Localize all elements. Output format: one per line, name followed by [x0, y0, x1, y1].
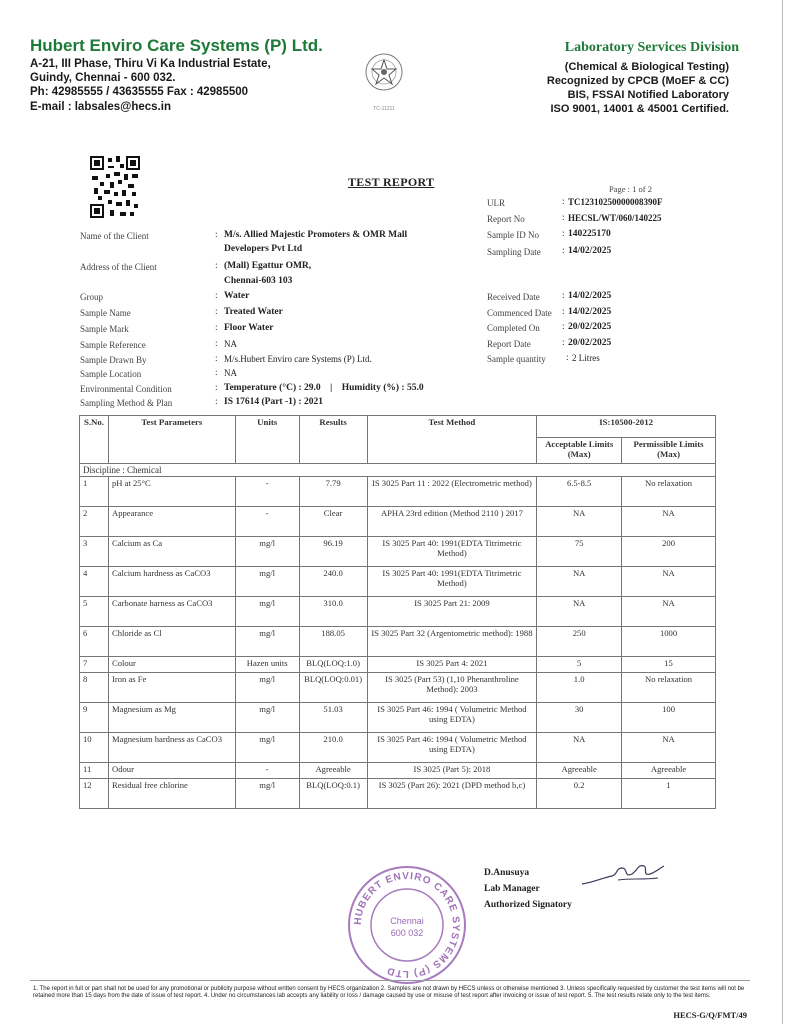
- sample-location-value: NA: [224, 368, 237, 378]
- completed-on-label: Completed On: [487, 323, 540, 333]
- row-parameter: Magnesium as Mg: [108, 703, 235, 733]
- row-result: 7.79: [299, 477, 367, 507]
- footer-note: 1. The report in full or part shall not be used for any promotional or publicity purpose without written consent by HECS organization 2. Samples are not drawn by HECS unless or otherwise mentioned 3. Unless specifically requested by customer the test items will not be retained more than 15 days from the date of issue of test report. 4. Under no circumstances lab accepts any liability or loss / damage caused by use or misuse of test report after invoicing or issue of test report. 5. The test results relate only to the test items.: [33, 986, 745, 1000]
- client-name-line-1: M/s. Allied Majestic Promoters & OMR Mall: [224, 230, 408, 240]
- row-result: BLQ(LOQ:0.1): [299, 779, 367, 809]
- row-test-method: IS 3025 Part 11 : 2022 (Electrometric method): [367, 477, 537, 507]
- signatory-block: [484, 865, 572, 913]
- table-row: [80, 567, 716, 597]
- table-row: [80, 507, 716, 537]
- row-permissible-limit: 1: [622, 779, 716, 809]
- ulr-value: TC12310250000008390F: [568, 197, 663, 207]
- row-acceptable-limit: 5: [537, 657, 622, 673]
- row-sno: 5: [80, 597, 109, 627]
- ulr-label: ULR: [487, 198, 505, 208]
- row-units: mg/l: [235, 597, 299, 627]
- row-parameter: Colour: [108, 657, 235, 673]
- row-units: mg/l: [235, 567, 299, 597]
- row-permissible-limit: NA: [622, 597, 716, 627]
- row-test-method: IS 3025 Part 21: 2009: [367, 597, 537, 627]
- row-units: Hazen units: [235, 657, 299, 673]
- table-row: [80, 627, 716, 657]
- environmental-condition-label: Environmental Condition: [80, 384, 172, 394]
- report-no-value: HECSL/WT/060/140225: [568, 213, 662, 223]
- group-label: Group: [80, 292, 103, 302]
- row-permissible-limit: No relaxation: [622, 477, 716, 507]
- client-address-line-1: (Mall) Egattur OMR,: [224, 261, 312, 271]
- col-test-parameters: Test Parameters: [108, 416, 235, 464]
- row-acceptable-limit: 75: [537, 537, 622, 567]
- signatory-authority: Authorized Signatory: [484, 900, 572, 910]
- table-row: [80, 537, 716, 567]
- signatory-name: D.Anusuya: [484, 868, 530, 878]
- client-address-line-2: Chennai-603 103: [224, 276, 293, 286]
- row-acceptable-limit: NA: [537, 597, 622, 627]
- table-row: [80, 597, 716, 627]
- company-email: E-mail : labsales@hecs.in: [30, 101, 171, 113]
- row-sno: 6: [80, 627, 109, 657]
- row-test-method: IS 3025 (Part 26): 2021 (DPD method b,c): [367, 779, 537, 809]
- row-sno: 11: [80, 763, 109, 779]
- qr-code-icon: [90, 156, 140, 218]
- row-acceptable-limit: 250: [537, 627, 622, 657]
- row-units: mg/l: [235, 537, 299, 567]
- row-result: Agreeable: [299, 763, 367, 779]
- row-permissible-limit: NA: [622, 567, 716, 597]
- row-parameter: Residual free chlorine: [108, 779, 235, 809]
- environmental-condition-value: Temperature (°C) : 29.0 | Humidity (%) : 55.0: [224, 383, 424, 393]
- svg-text:Chennai: Chennai: [390, 916, 424, 926]
- company-address-1: A-21, III Phase, Thiru Vi Ka Industrial Estate,: [30, 58, 271, 70]
- row-test-method: IS 3025 Part 32 (Argentometric method): 1988: [367, 627, 537, 657]
- sampling-method-label: Sampling Method & Plan: [80, 398, 173, 408]
- row-permissible-limit: 100: [622, 703, 716, 733]
- row-result: Clear: [299, 507, 367, 537]
- sample-location-label: Sample Location: [80, 369, 142, 379]
- group-value: Water: [224, 291, 250, 301]
- row-units: -: [235, 507, 299, 537]
- row-sno: 4: [80, 567, 109, 597]
- report-title: TEST REPORT: [348, 175, 435, 189]
- form-code: HECS-G/Q/FMT/49: [673, 1010, 747, 1020]
- row-units: mg/l: [235, 703, 299, 733]
- row-result: 310.0: [299, 597, 367, 627]
- row-test-method: APHA 23rd edition (Method 2110 ) 2017: [367, 507, 537, 537]
- sample-name-value: Treated Water: [224, 307, 283, 317]
- row-acceptable-limit: NA: [537, 507, 622, 537]
- results-table: [79, 415, 716, 809]
- row-test-method: IS 3025 Part 40: 1991(EDTA Titrimetric Method): [367, 567, 537, 597]
- row-test-method: IS 3025 (Part 53) (1,10 Phenanthroline Method): 2003: [367, 673, 537, 703]
- lab-iso: ISO 9001, 14001 & 45001 Certified.: [550, 103, 729, 115]
- row-units: mg/l: [235, 733, 299, 763]
- row-result: 240.0: [299, 567, 367, 597]
- report-no-label: Report No: [487, 214, 525, 224]
- row-sno: 2: [80, 507, 109, 537]
- row-units: -: [235, 477, 299, 507]
- row-permissible-limit: 15: [622, 657, 716, 673]
- sampling-method-value: IS 17614 (Part -1) : 2021: [224, 397, 323, 407]
- table-row: [80, 477, 716, 507]
- sample-id-label: Sample ID No: [487, 230, 539, 240]
- row-acceptable-limit: Agreeable: [537, 763, 622, 779]
- svg-text:TC-11211: TC-11211: [373, 106, 395, 112]
- col-permissible-limits: Permissible Limits (Max): [622, 438, 716, 464]
- sample-quantity-label: Sample quantity: [487, 354, 546, 364]
- company-name: Hubert Enviro Care Systems (P) Ltd.: [30, 36, 323, 55]
- col-acceptable-limits: Acceptable Limits (Max): [537, 438, 622, 464]
- row-units: mg/l: [235, 779, 299, 809]
- table-row: [80, 703, 716, 733]
- row-test-method: IS 3025 Part 4: 2021: [367, 657, 537, 673]
- row-acceptable-limit: NA: [537, 567, 622, 597]
- row-sno: 3: [80, 537, 109, 567]
- row-acceptable-limit: NA: [537, 733, 622, 763]
- table-row: [80, 657, 716, 673]
- row-parameter: Magnesium hardness as CaCO3: [108, 733, 235, 763]
- sample-drawn-by-label: Sample Drawn By: [80, 355, 147, 365]
- row-sno: 10: [80, 733, 109, 763]
- col-standard: IS:10500-2012: [537, 416, 716, 438]
- received-date-label: Received Date: [487, 292, 540, 302]
- row-sno: 12: [80, 779, 109, 809]
- row-result: 188.05: [299, 627, 367, 657]
- client-name-label: Name of the Client: [80, 231, 149, 241]
- row-parameter: Calcium as Ca: [108, 537, 235, 567]
- sample-quantity-value: 2 Litres: [572, 353, 600, 363]
- row-test-method: IS 3025 Part 46: 1994 ( Volumetric Method using EDTA): [367, 703, 537, 733]
- row-acceptable-limit: 1.0: [537, 673, 622, 703]
- commenced-date-value: 14/02/2025: [568, 307, 612, 317]
- footer-divider: [30, 980, 750, 981]
- col-units: Units: [235, 416, 299, 464]
- company-address-2: Guindy, Chennai - 600 032.: [30, 72, 176, 84]
- row-result: 96.19: [299, 537, 367, 567]
- row-result: 210.0: [299, 733, 367, 763]
- row-test-method: IS 3025 Part 40: 1991(EDTA Titrimetric Method): [367, 537, 537, 567]
- row-acceptable-limit: 6.5-8.5: [537, 477, 622, 507]
- lab-seal-stamp: [344, 862, 470, 988]
- report-date-value: 20/02/2025: [568, 338, 612, 348]
- page-edge: [782, 0, 783, 1024]
- sample-drawn-by-value: M/s.Hubert Enviro care Systems (P) Ltd.: [224, 354, 372, 364]
- discipline-row: Discipline : Chemical: [80, 464, 716, 477]
- row-result: 51.03: [299, 703, 367, 733]
- row-permissible-limit: NA: [622, 733, 716, 763]
- row-permissible-limit: 1000: [622, 627, 716, 657]
- client-name-line-2: Developers Pvt Ltd: [224, 244, 303, 254]
- lab-division-title: Laboratory Services Division: [564, 40, 739, 55]
- signature-icon: [578, 858, 668, 892]
- row-parameter: Odour: [108, 763, 235, 779]
- row-units: mg/l: [235, 627, 299, 657]
- row-sno: 8: [80, 673, 109, 703]
- table-row: [80, 763, 716, 779]
- company-phone: Ph: 42985555 / 43635555 Fax : 42985500: [30, 86, 249, 98]
- sample-reference-value: NA: [224, 339, 237, 349]
- lab-bis: BIS, FSSAI Notified Laboratory: [567, 89, 729, 101]
- row-sno: 7: [80, 657, 109, 673]
- lab-cpcb: Recognized by CPCB (MoEF & CC): [546, 75, 729, 87]
- sample-reference-label: Sample Reference: [80, 340, 146, 350]
- sample-id-value: 140225170: [568, 229, 611, 239]
- row-acceptable-limit: 0.2: [537, 779, 622, 809]
- row-permissible-limit: 200: [622, 537, 716, 567]
- row-sno: 9: [80, 703, 109, 733]
- row-parameter: Iron as Fe: [108, 673, 235, 703]
- row-test-method: IS 3025 Part 46: 1994 ( Volumetric Method using EDTA): [367, 733, 537, 763]
- table-row: [80, 733, 716, 763]
- row-acceptable-limit: 30: [537, 703, 622, 733]
- col-sno: S.No.: [80, 416, 109, 464]
- row-parameter: Calcium hardness as CaCO3: [108, 567, 235, 597]
- signatory-role: Lab Manager: [484, 884, 540, 894]
- row-units: -: [235, 763, 299, 779]
- row-units: mg/l: [235, 673, 299, 703]
- col-results: Results: [299, 416, 367, 464]
- row-parameter: pH at 25°C: [108, 477, 235, 507]
- report-date-label: Report Date: [487, 339, 531, 349]
- sample-mark-value: Floor Water: [224, 323, 274, 333]
- sampling-date-value: 14/02/2025: [568, 246, 612, 256]
- row-sno: 1: [80, 477, 109, 507]
- table-row: [80, 673, 716, 703]
- row-parameter: Appearance: [108, 507, 235, 537]
- row-parameter: Carbonate harness as CaCO3: [108, 597, 235, 627]
- row-test-method: IS 3025 (Part 5): 2018: [367, 763, 537, 779]
- row-result: BLQ(LOQ:0.01): [299, 673, 367, 703]
- sampling-date-label: Sampling Date: [487, 247, 541, 257]
- row-permissible-limit: Agreeable: [622, 763, 716, 779]
- page-number: Page : 1 of 2: [609, 184, 652, 194]
- sample-name-label: Sample Name: [80, 308, 131, 318]
- commenced-date-label: Commenced Date: [487, 308, 552, 318]
- row-permissible-limit: No relaxation: [622, 673, 716, 703]
- row-result: BLQ(LOQ:1.0): [299, 657, 367, 673]
- sample-mark-label: Sample Mark: [80, 324, 129, 334]
- accreditation-emblem-icon: [358, 44, 410, 114]
- received-date-value: 14/02/2025: [568, 291, 612, 301]
- svg-text:HUBERT ENVIRO CARE SYSTEMS (P): HUBERT ENVIRO CARE SYSTEMS (P) LTD: [352, 870, 462, 980]
- table-row: [80, 779, 716, 809]
- lab-scope: (Chemical & Biological Testing): [564, 61, 729, 73]
- svg-text:600 032: 600 032: [390, 928, 424, 938]
- row-permissible-limit: NA: [622, 507, 716, 537]
- row-parameter: Chloride as Cl: [108, 627, 235, 657]
- client-address-label: Address of the Client: [80, 262, 157, 272]
- col-test-method: Test Method: [367, 416, 537, 464]
- completed-on-value: 20/02/2025: [568, 322, 612, 332]
